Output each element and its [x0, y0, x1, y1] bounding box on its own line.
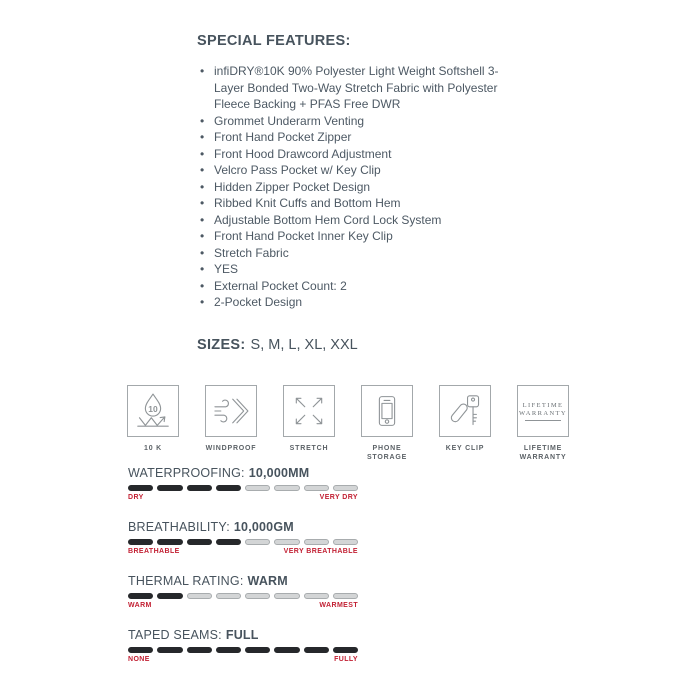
rating-max-label: VERY DRY	[319, 494, 358, 501]
rating-block	[128, 466, 358, 501]
rating-value: WARM	[247, 574, 288, 588]
feature-list-item: • Hidden Zipper Pocket Design	[197, 179, 519, 196]
icon-label-stretch: STRETCH	[289, 445, 329, 452]
rating-title	[128, 628, 358, 642]
rating-max-label: WARMEST	[319, 602, 358, 609]
bar-segment	[128, 539, 153, 545]
sizes-line	[197, 337, 358, 353]
rating-min-label: NONE	[128, 656, 150, 663]
bar-segment	[304, 593, 329, 599]
stretch-icon	[283, 385, 335, 437]
bar-segment	[274, 539, 299, 545]
feature-list-item: • Adjustable Bottom Hem Cord Lock System	[197, 212, 519, 229]
feature-list-item: • 2-Pocket Design	[197, 294, 519, 311]
bar-segment	[304, 485, 329, 491]
feature-list-item: • Stretch Fabric	[197, 245, 519, 262]
rating-max-label: VERY BREATHABLE	[283, 548, 358, 555]
rating-bar	[128, 539, 358, 545]
feature-list-item: • Grommet Underarm Venting	[197, 113, 519, 130]
bar-segment	[157, 647, 182, 653]
rating-label: TAPED SEAMS:	[128, 628, 222, 642]
bar-segment	[333, 647, 358, 653]
bar-segment	[274, 593, 299, 599]
feature-list-item: • Ribbed Knit Cuffs and Bottom Hem	[197, 195, 519, 212]
rating-bar	[128, 647, 358, 653]
rating-title	[128, 466, 358, 480]
rating-title	[128, 574, 358, 588]
lifetime-warranty-badge-line2: WARRANTY	[518, 409, 568, 417]
svg-text:10: 10	[148, 403, 158, 414]
feature-list-item: • infiDRY®10K 90% Polyester Light Weight Softshell 3-Layer Bonded Two-Way Stretch Fabric with Polyester Fleece Backing + PFAS Free DWR	[197, 63, 519, 113]
rating-value: 10,000MM	[248, 466, 310, 480]
bar-segment	[304, 647, 329, 653]
icon-cell-phone-storage	[348, 385, 426, 462]
bar-segment	[157, 593, 182, 599]
bar-segment	[187, 485, 212, 491]
ratings-section	[128, 466, 358, 682]
icon-cell-10k	[114, 385, 192, 462]
bar-segment	[128, 485, 153, 491]
icon-label-key-clip: KEY CLIP	[445, 445, 485, 452]
key-clip-icon	[439, 385, 491, 437]
rating-label: WATERPROOFING:	[128, 466, 245, 480]
bar-segment	[333, 593, 358, 599]
sizes-value: S, M, L, XL, XXL	[250, 337, 358, 353]
special-features-section	[197, 33, 519, 311]
phone-storage-icon	[361, 385, 413, 437]
bar-segment	[187, 647, 212, 653]
bar-segment	[274, 485, 299, 491]
bar-segment	[245, 539, 270, 545]
special-features-list	[197, 63, 519, 311]
waterproof-10k-icon	[127, 385, 179, 437]
icon-label-phone-storage: PHONE STORAGE	[366, 445, 408, 461]
sizes-label: SIZES:	[197, 337, 246, 353]
bar-segment	[245, 485, 270, 491]
windproof-icon	[205, 385, 257, 437]
feature-list-item: • External Pocket Count: 2	[197, 278, 519, 295]
lifetime-warranty-underline	[525, 420, 561, 421]
bar-segment	[128, 647, 153, 653]
feature-list-item: • Front Hand Pocket Zipper	[197, 129, 519, 146]
bar-segment	[274, 647, 299, 653]
bar-segment	[187, 539, 212, 545]
feature-list-item: • Front Hood Drawcord Adjustment	[197, 146, 519, 163]
rating-block	[128, 574, 358, 609]
rating-block	[128, 628, 358, 663]
feature-list-item: • YES	[197, 261, 519, 278]
rating-label: BREATHABILITY:	[128, 520, 230, 534]
feature-list-item: • Velcro Pass Pocket w/ Key Clip	[197, 162, 519, 179]
rating-value: FULL	[225, 628, 259, 642]
bar-segment	[245, 593, 270, 599]
bar-segment	[216, 647, 241, 653]
bar-segment	[245, 647, 270, 653]
bar-segment	[157, 485, 182, 491]
icon-cell-lifetime-warranty	[504, 385, 582, 462]
special-features-heading: SPECIAL FEATURES:	[197, 33, 351, 49]
feature-list-item: • Front Hand Pocket Inner Key Clip	[197, 228, 519, 245]
rating-title	[128, 520, 358, 534]
lifetime-warranty-badge-line1: LIFETIME	[522, 401, 564, 409]
feature-icons-row	[114, 385, 582, 462]
bar-segment	[187, 593, 212, 599]
rating-bar	[128, 593, 358, 599]
icon-label-10k: 10 K	[144, 445, 162, 452]
rating-min-label: DRY	[128, 494, 144, 501]
bar-segment	[216, 485, 241, 491]
icon-label-windproof: WINDPROOF	[205, 445, 257, 452]
rating-min-label: WARM	[128, 602, 152, 609]
icon-cell-windproof	[192, 385, 270, 462]
rating-min-label: BREATHABLE	[128, 548, 180, 555]
bar-segment	[216, 539, 241, 545]
bar-segment	[333, 485, 358, 491]
bar-segment	[216, 593, 241, 599]
icon-label-lifetime-warranty: LIFETIME WARRANTY	[519, 445, 567, 461]
rating-bar	[128, 485, 358, 491]
rating-block	[128, 520, 358, 555]
bar-segment	[304, 539, 329, 545]
bar-segment	[157, 539, 182, 545]
rating-max-label: FULLY	[334, 656, 358, 663]
rating-value: 10,000GM	[233, 520, 294, 534]
rating-label: THERMAL RATING:	[128, 574, 244, 588]
icon-cell-stretch	[270, 385, 348, 462]
lifetime-warranty-icon	[517, 385, 569, 437]
bar-segment	[128, 593, 153, 599]
bar-segment	[333, 539, 358, 545]
icon-cell-key-clip	[426, 385, 504, 462]
